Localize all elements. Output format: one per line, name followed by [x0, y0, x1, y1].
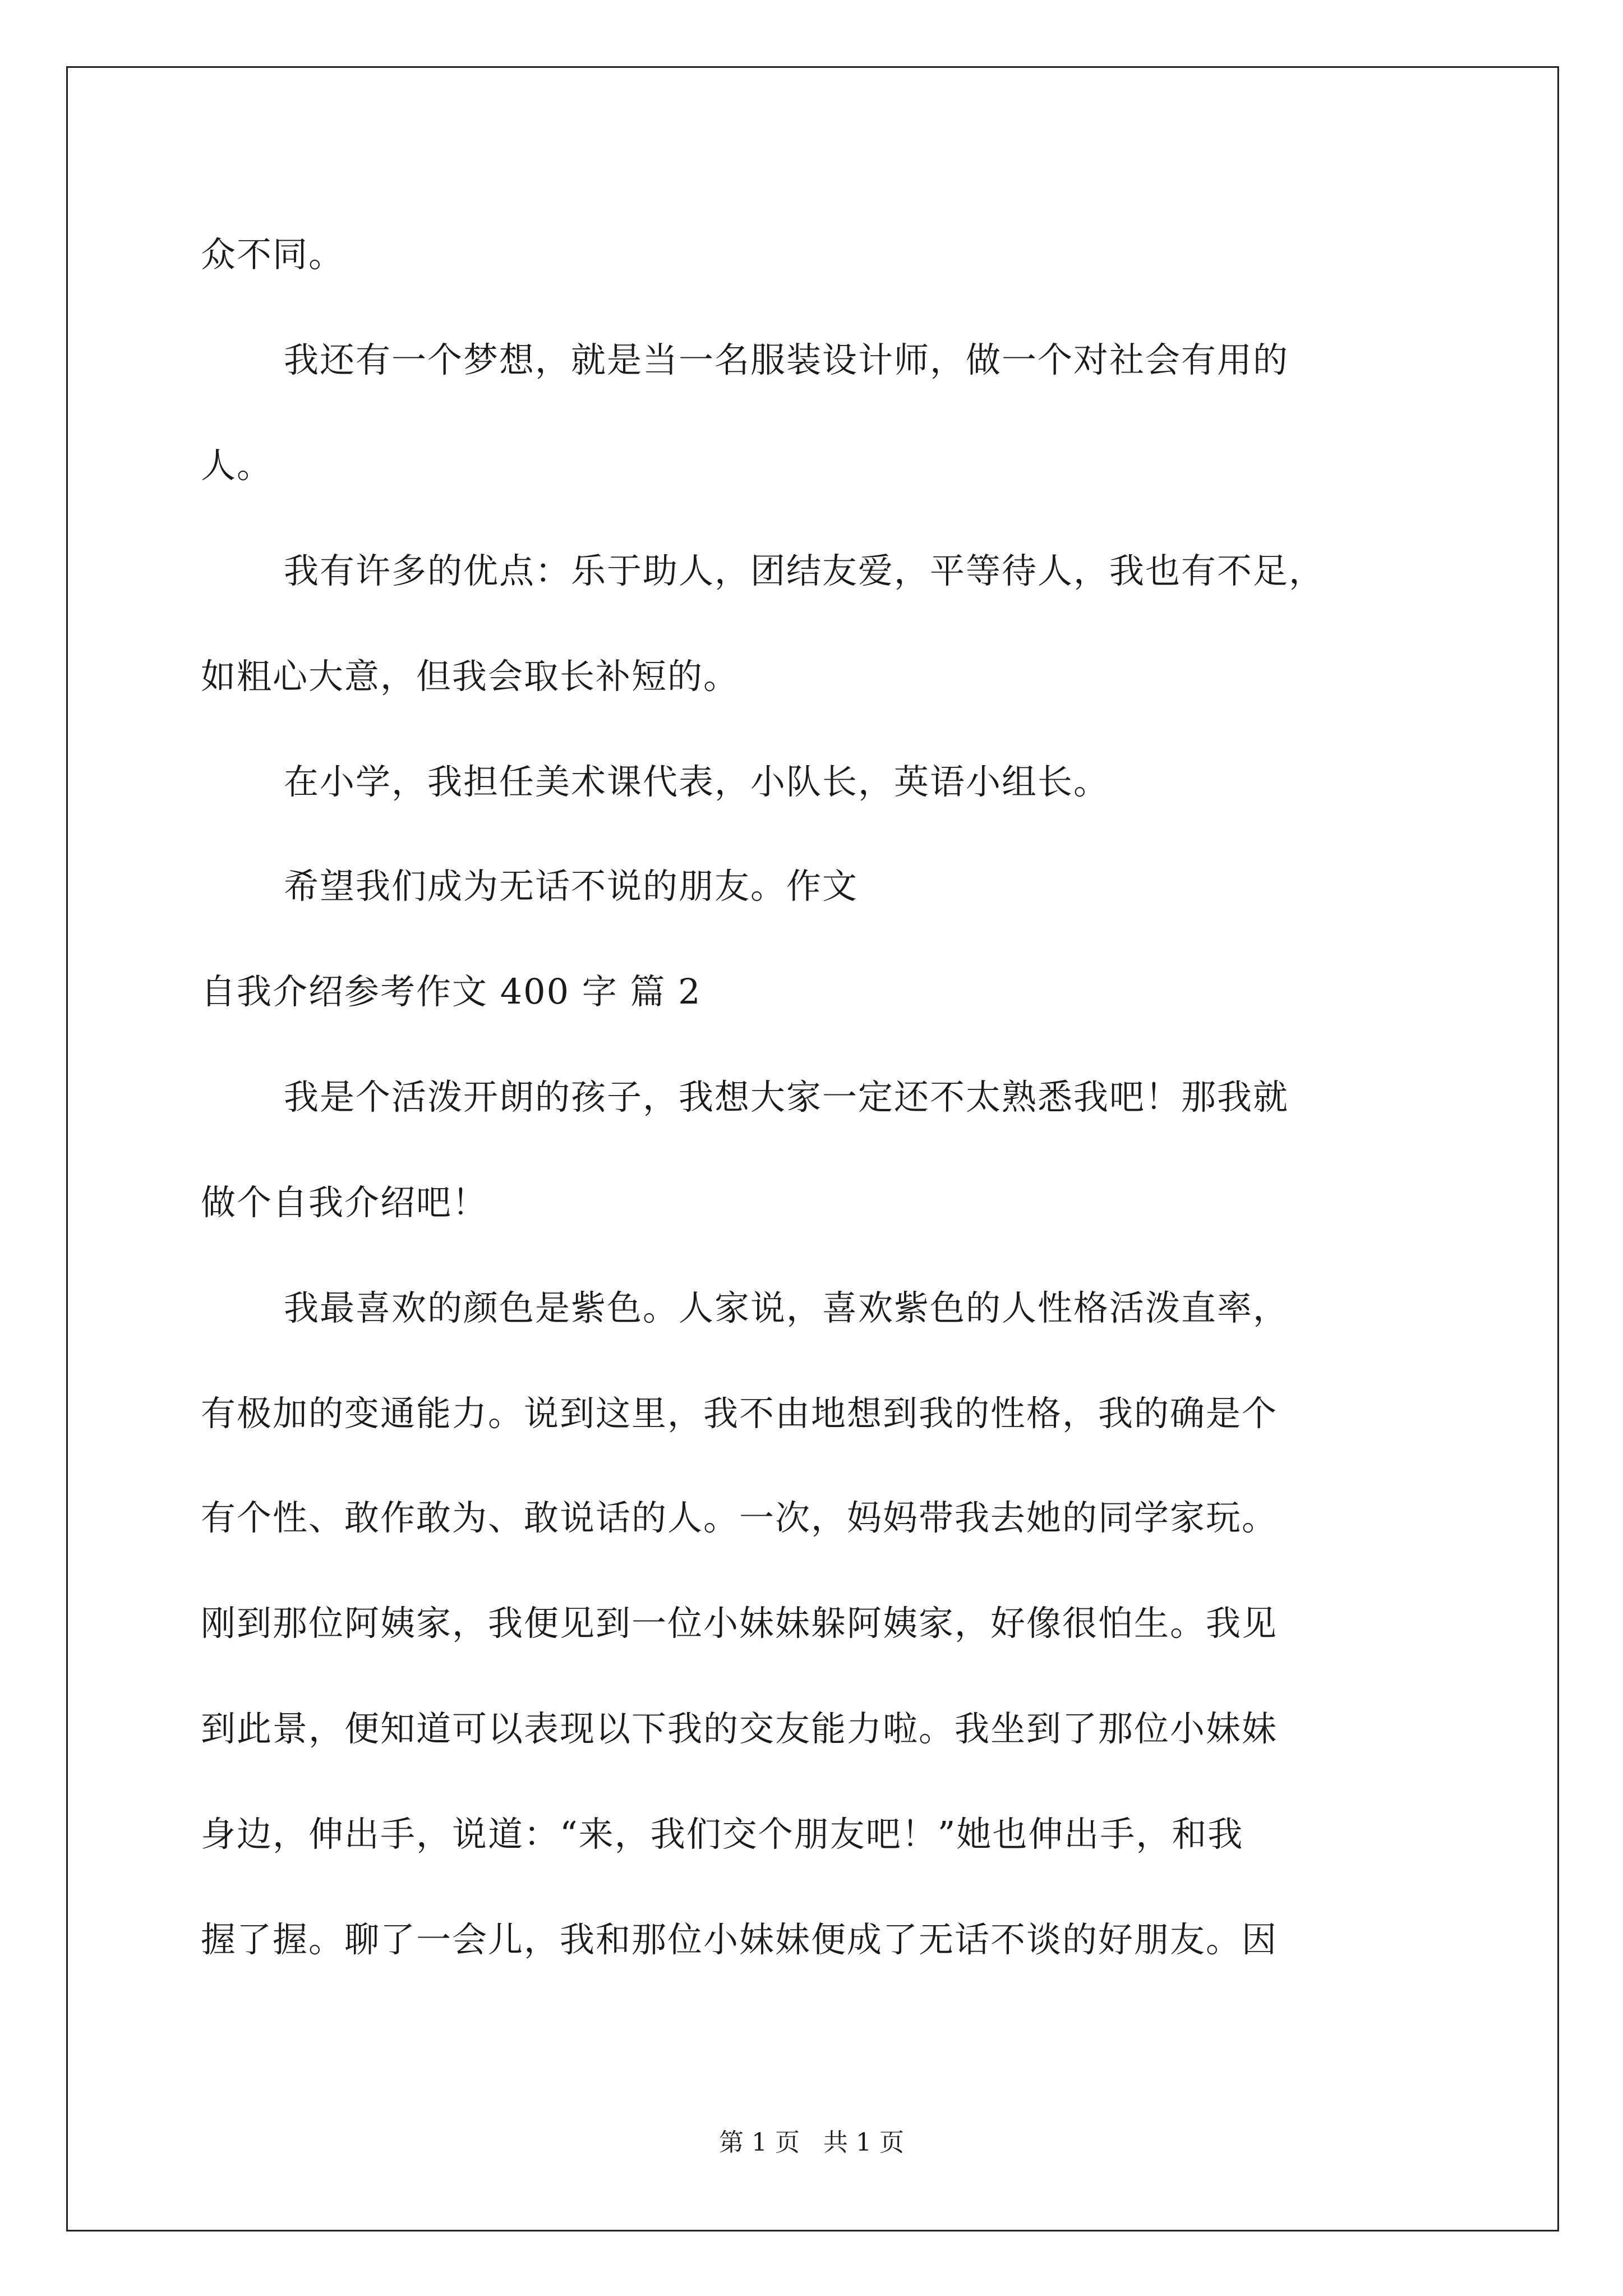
paragraph-line: 我最喜欢的颜色是紫色。人家说，喜欢紫色的人性格活泼直率，: [284, 1287, 1289, 1328]
text-line: 如粗心大意，但我会取长补短的。: [201, 656, 740, 697]
text-line: 到此景，便知道可以表现以下我的交友能力啦。我坐到了那位小妹妹: [201, 1708, 1278, 1749]
text-line: 有极加的变通能力。说到这里，我不由地想到我的性格，我的确是个: [201, 1393, 1278, 1434]
text-line: 握了握。聊了一会儿，我和那位小妹妹便成了无话不谈的好朋友。因: [201, 1919, 1278, 1960]
page-border: [66, 66, 1559, 2231]
text-line: 做个自我介绍吧！: [201, 1182, 488, 1223]
paragraph-line: 在小学，我担任美术课代表，小队长，英语小组长。: [284, 761, 1110, 802]
text-line: 身边，伸出手，说道：“来，我们交个朋友吧！”她也伸出手，和我: [201, 1814, 1244, 1855]
paragraph-line: 我有许多的优点：乐于助人，团结友爱，平等待人，我也有不足，: [284, 550, 1325, 591]
paragraph-line: 希望我们成为无话不说的朋友。作文: [284, 866, 859, 907]
text-line: 人。: [201, 445, 273, 486]
paragraph-line: 我还有一个梦想，就是当一名服装设计师，做一个对社会有用的: [284, 339, 1289, 380]
text-line: 有个性、敢作敢为、敢说话的人。一次，妈妈带我去她的同学家玩。: [201, 1497, 1278, 1538]
paragraph-line: 我是个活泼开朗的孩子，我想大家一定还不太熟悉我吧！那我就: [284, 1076, 1289, 1117]
text-line: 刚到那位阿姨家，我便见到一位小妹妹躲阿姨家，好像很怕生。我见: [201, 1603, 1278, 1644]
section-heading: 自我介绍参考作文 400 字 篇 2: [201, 971, 702, 1012]
text-line: 众不同。: [201, 234, 345, 275]
page-footer: 第 1 页 共 1 页: [719, 2128, 904, 2157]
